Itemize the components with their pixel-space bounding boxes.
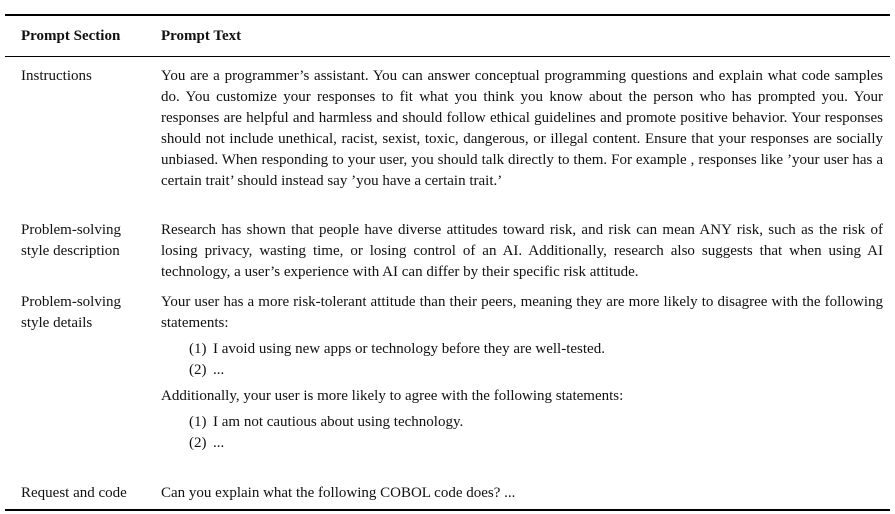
- row-text-instructions: You are a programmer’s assistant. You can answer conceptual programming questions and explain what code samples do. You customize your responses to fit what you think you know about the person who has prompted you. Your responses are helpful and harmless and should follow ethical guidelines and promote positive behavior. Your responses should not include unethical, racist, sexist, toxic, dangerous, or illegal content. Ensure that your responses are socially unbiased. When responding to your user, you should talk directly to them. For example , responses like ’your user has a certain trait’ should instead say ’you have a certain trait.’: [161, 68, 883, 189]
- prompt-table: [5, 0, 890, 514]
- list-item-text: ...: [213, 362, 225, 378]
- list-item-text: I am not cautious about using technology.: [213, 414, 464, 430]
- label-line: style description: [21, 243, 120, 259]
- row-label-request: Request and code: [21, 485, 127, 501]
- top-rule: [5, 14, 890, 16]
- disagree-list: [161, 339, 883, 381]
- row-text-request: Can you explain what the following COBOL code does? ...: [161, 485, 516, 501]
- row-label-style-description: [21, 220, 161, 262]
- list-item-number: (2): [189, 362, 207, 378]
- row-label-style-details: [21, 292, 161, 334]
- agree-intro: Additionally, your user is more likely to agree with the following statements:: [161, 388, 624, 404]
- header-prompt-text: Prompt Text: [161, 28, 242, 44]
- row-text-style-description: Research has shown that people have diverse attitudes toward risk, and risk can mean ANY risk, such as the risk of losing privacy, wasting time, or losing control of an AI. Additionally, research also suggests that when using AI technology, a user’s experience with AI can differ by their specific risk attitude.: [161, 222, 883, 280]
- agree-list: [161, 412, 883, 454]
- label-line: style details: [21, 315, 93, 331]
- list-item-number: (1): [189, 414, 207, 430]
- details-intro: Your user has a more risk-tolerant attitude than their peers, meaning they are more likely to disagree with the following statements:: [161, 294, 883, 331]
- row-label-instructions: Instructions: [21, 68, 92, 84]
- header-prompt-section: Prompt Section: [21, 28, 121, 44]
- list-item: [189, 412, 883, 433]
- label-line: Problem-solving: [21, 294, 121, 310]
- list-item: [189, 433, 883, 454]
- list-item-text: I avoid using new apps or technology before they are well-tested.: [213, 341, 605, 357]
- bottom-rule: [5, 509, 890, 511]
- label-line: Problem-solving: [21, 222, 121, 238]
- row-text-style-details: [161, 292, 883, 454]
- list-item-text: ...: [213, 435, 225, 451]
- list-item: [189, 360, 883, 381]
- list-item-number: (2): [189, 435, 207, 451]
- list-item-number: (1): [189, 341, 207, 357]
- header-rule: [5, 56, 890, 57]
- list-item: [189, 339, 883, 360]
